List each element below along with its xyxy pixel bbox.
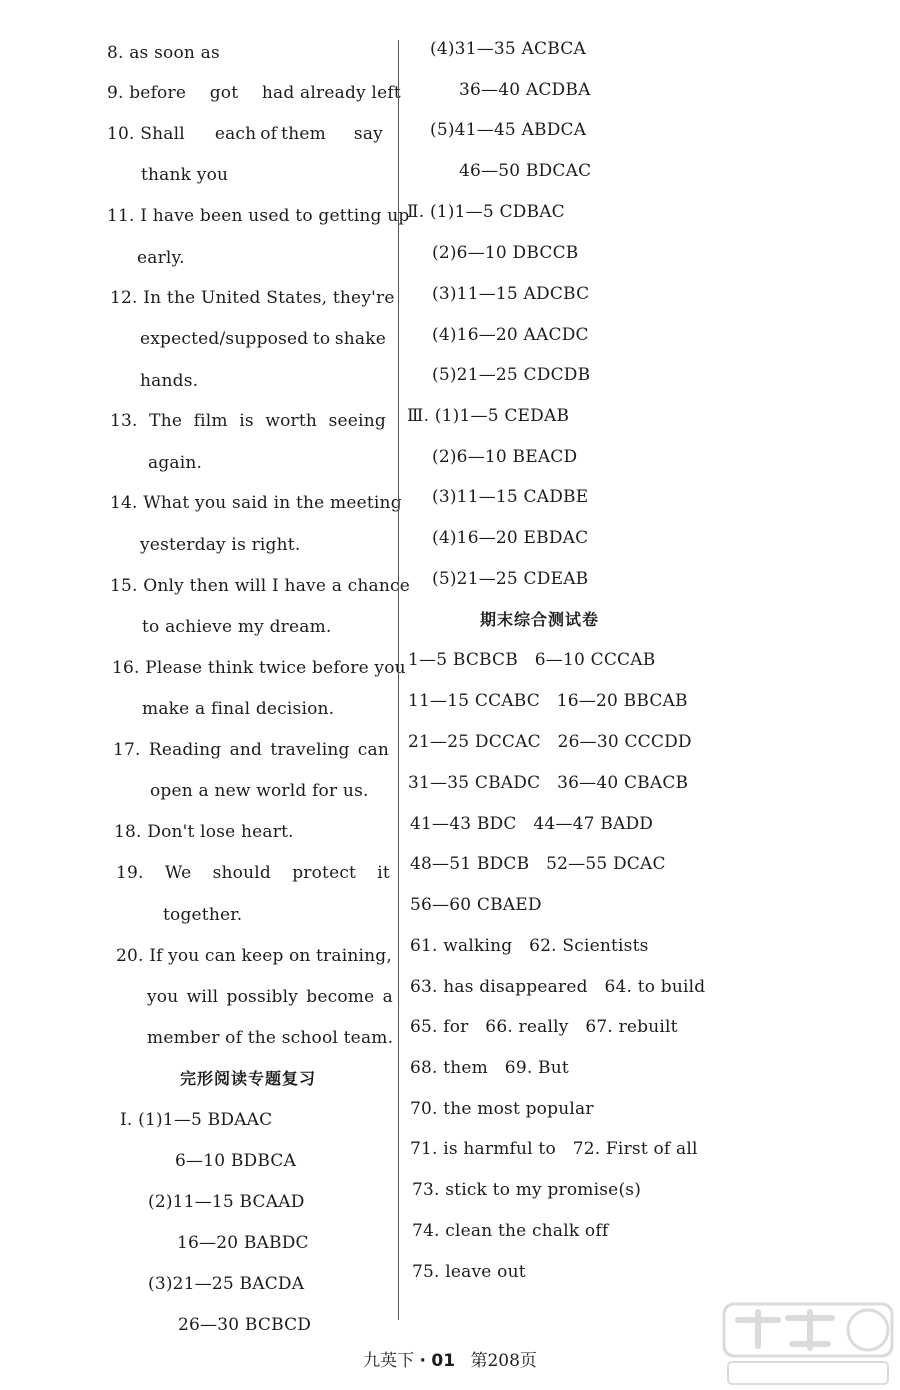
answer-line [116, 862, 390, 884]
word: Reading [148, 740, 222, 760]
footer-code: 01 [431, 1351, 456, 1371]
word: worth [265, 411, 318, 431]
answer-line: 65. for 66. really 67. rebuilt [410, 1017, 678, 1037]
word: can [204, 946, 237, 966]
word: will [186, 987, 219, 1007]
answer-line: 31—35 CBADC 36—40 CBACB [408, 773, 689, 793]
answer-line: (2)6—10 DBCCB [432, 243, 579, 263]
answer-line: early. [137, 248, 185, 268]
answer-line: 1—5 BCBCB 6—10 CCCAB [408, 650, 656, 670]
answer-line: 74. clean the chalk off [412, 1221, 609, 1241]
word: to [312, 329, 331, 349]
word: say [353, 124, 383, 144]
section-heading: 完形阅读专题复习 [180, 1069, 317, 1088]
word: keep [241, 946, 284, 966]
answer-line: yesterday is right. [140, 535, 301, 555]
answer-line: Ⅰ. (1)1—5 BDAAC [120, 1110, 273, 1130]
answer-line [110, 410, 386, 432]
word: is [239, 411, 254, 431]
word: can [357, 740, 389, 760]
answer-line: (4)31—35 ACBCA [430, 39, 586, 59]
word: 13. [110, 411, 138, 431]
answer-line: (3)11—15 ADCBC [432, 284, 590, 304]
answer-line: 73. stick to my promise(s) [412, 1180, 642, 1200]
footer-book: 九英下 [363, 1351, 415, 1371]
word: protect [292, 863, 357, 883]
answer-line: (5)21—25 CDCDB [432, 365, 591, 385]
word: The [149, 411, 183, 431]
answer-line: thank you [141, 165, 229, 185]
word: 9. before [107, 83, 187, 103]
answer-line [113, 739, 389, 761]
answer-line: Ⅲ. (1)1—5 CEDAB [407, 406, 570, 426]
answer-line: 36—40 ACDBA [459, 80, 591, 100]
answer-line: (4)16—20 AACDC [432, 325, 589, 345]
word: We [164, 863, 192, 883]
answer-line: open a new world for us. [150, 781, 369, 801]
answer-line: hands. [140, 371, 199, 391]
word: should [212, 863, 271, 883]
word: of [260, 124, 278, 144]
answer-line: make a final decision. [142, 699, 335, 719]
word: 17. [113, 740, 141, 760]
word: on [289, 946, 311, 966]
answer-line: to achieve my dream. [142, 617, 332, 637]
word: and [229, 740, 263, 760]
word: 10. Shall [107, 124, 185, 144]
watermark-circle [848, 1310, 888, 1350]
answer-line: (2)6—10 BEACD [432, 447, 578, 467]
column-divider [398, 40, 399, 1320]
answer-line: 21—25 DCCAC 26—30 CCCDD [408, 732, 692, 752]
answer-line: (3)21—25 BACDA [148, 1274, 305, 1294]
word: 20. If [116, 946, 163, 966]
word: traveling [270, 740, 350, 760]
word: expected/supposed [140, 329, 309, 349]
section-heading: 期末综合测试卷 [480, 610, 600, 629]
answer-line: 14. What you said in the meeting [110, 493, 402, 513]
footer-dot: · [419, 1351, 426, 1371]
word: film [193, 411, 228, 431]
answer-line [107, 82, 401, 104]
word: a [382, 987, 393, 1007]
answer-line [140, 328, 386, 350]
footer-page-number: 第208页 [470, 1351, 537, 1371]
watermark-band [728, 1362, 888, 1384]
answer-line: 63. has disappeared 64. to build [410, 977, 706, 997]
answer-line [147, 986, 393, 1008]
answer-line: 18. Don't lose heart. [114, 822, 294, 842]
answer-line: 61. walking 62. Scientists [410, 936, 649, 956]
watermark-glyphs [738, 1312, 832, 1348]
answer-line: (4)16—20 EBDAC [432, 528, 589, 548]
answer-line: 16. Please think twice before you [112, 658, 406, 678]
answer-line: (5)21—25 CDEAB [432, 569, 589, 589]
answer-line: 48—51 BDCB 52—55 DCAC [410, 854, 666, 874]
word: you [168, 946, 200, 966]
answer-line: (5)41—45 ABDCA [430, 120, 587, 140]
answer-line: 6—10 BDBCA [175, 1151, 297, 1171]
answer-line [107, 123, 383, 145]
word: training, [316, 946, 392, 966]
answer-line: 75. leave out [412, 1262, 526, 1282]
answer-line: 46—50 BDCAC [459, 161, 592, 181]
answer-line: Ⅱ. (1)1—5 CDBAC [407, 202, 565, 222]
answer-line: 56—60 CBAED [410, 895, 542, 915]
answer-line: 12. In the United States, they're [110, 288, 395, 308]
answer-line: 8. as soon as [107, 43, 220, 63]
answer-line: 71. is harmful to 72. First of all [410, 1139, 698, 1159]
word: each [214, 124, 257, 144]
answer-line: 70. the most popular [410, 1099, 594, 1119]
answer-line: member of the school team. [147, 1028, 394, 1048]
answer-line: (2)11—15 BCAAD [148, 1192, 305, 1212]
answer-line: together. [163, 905, 243, 925]
answer-line: 11—15 CCABC 16—20 BBCAB [408, 691, 688, 711]
answer-line: 15. Only then will I have a chance [110, 576, 410, 596]
word: seeing [328, 411, 386, 431]
answer-line: again. [148, 453, 203, 473]
word: shake [334, 329, 386, 349]
word: possibly [226, 987, 299, 1007]
watermark-logo [718, 1300, 898, 1388]
answer-line: (3)11—15 CADBE [432, 487, 589, 507]
word: got [209, 83, 239, 103]
word: them [281, 124, 326, 144]
answer-line: 26—30 BCBCD [178, 1315, 312, 1335]
word: had already left [261, 83, 401, 103]
word: you [147, 987, 179, 1007]
answer-line: 68. them 69. But [410, 1058, 569, 1078]
answer-line: 16—20 BABDC [177, 1233, 309, 1253]
word: 19. [116, 863, 144, 883]
answer-line: 11. I have been used to getting up [107, 206, 410, 226]
word: it [377, 863, 390, 883]
answer-line: 41—43 BDC 44—47 BADD [410, 814, 654, 834]
word: become [306, 987, 375, 1007]
answer-line [116, 945, 392, 967]
